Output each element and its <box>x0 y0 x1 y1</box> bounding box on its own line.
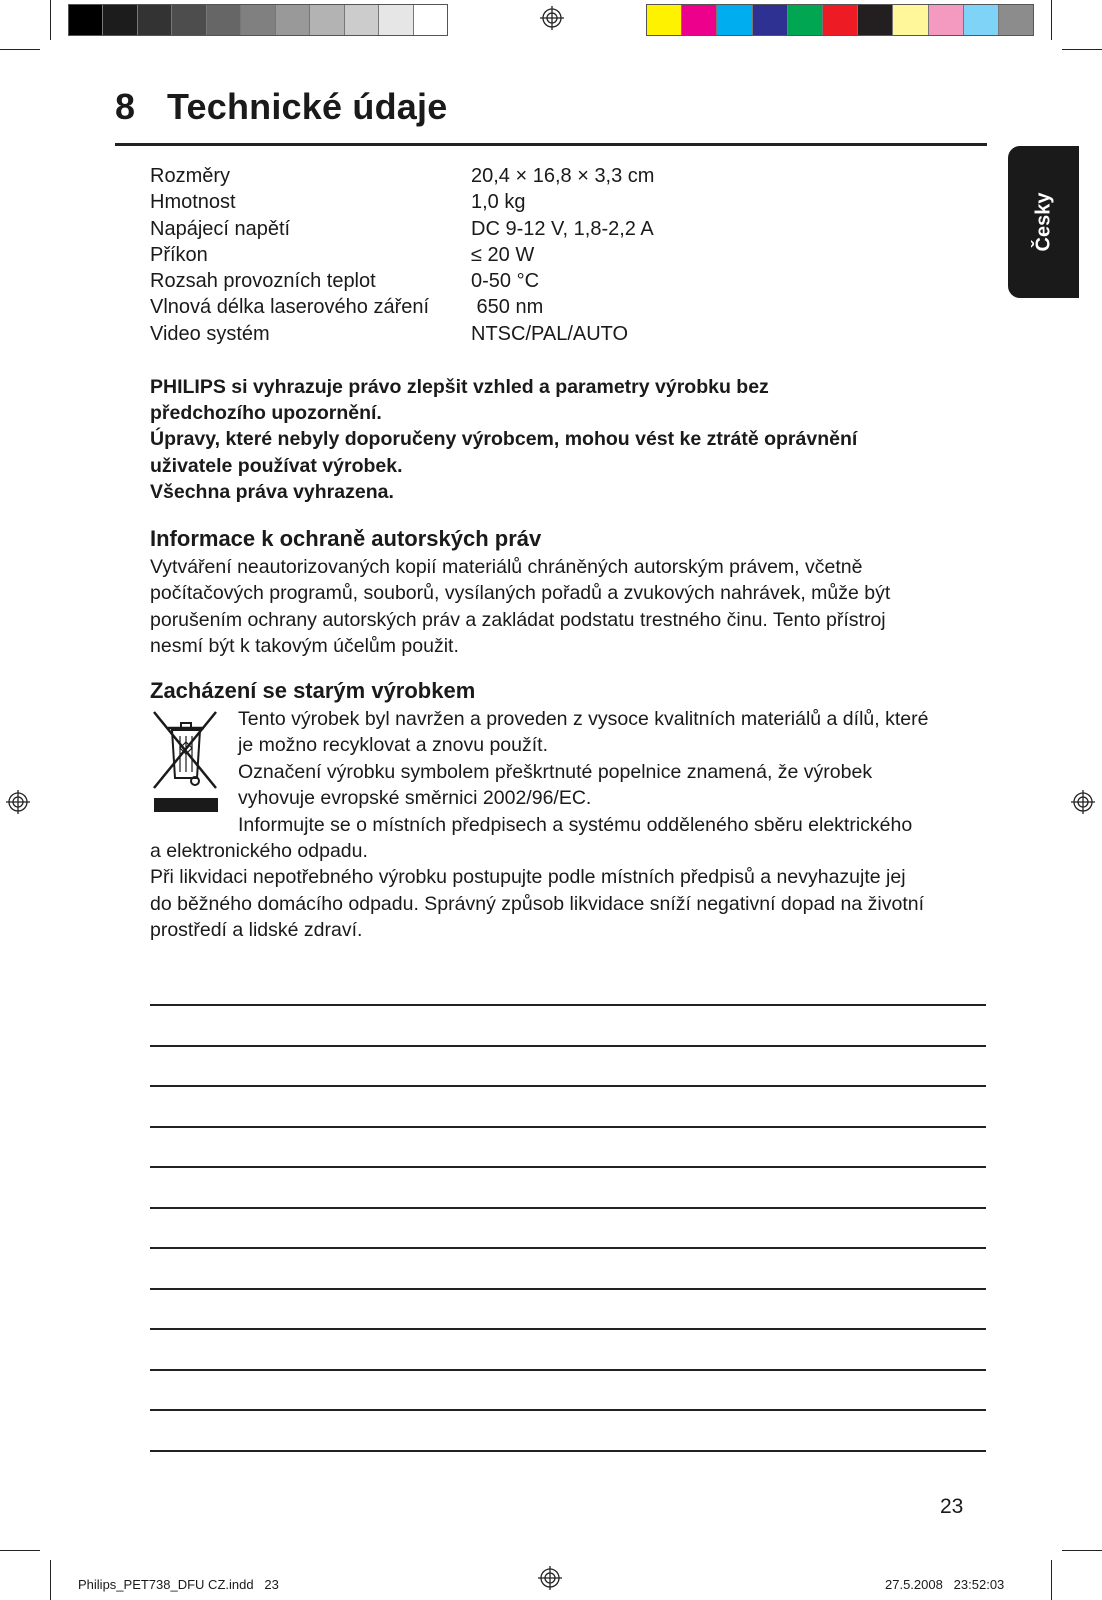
spec-value: 1,0 kg <box>471 191 526 214</box>
blue-swatch <box>753 5 788 35</box>
crop-mark <box>1051 0 1052 40</box>
spec-label: Video systém <box>150 322 270 345</box>
yellow-swatch <box>647 5 682 35</box>
language-tab-label: Česky <box>1032 192 1054 252</box>
gray-swatch <box>103 5 137 35</box>
gray-swatch <box>999 5 1033 35</box>
gray-swatch <box>276 5 310 35</box>
crop-mark <box>1062 1550 1102 1551</box>
registration-mark-icon <box>540 6 564 30</box>
spec-row <box>150 189 654 215</box>
note-line <box>150 1328 986 1330</box>
spec-value: 0-50 °C <box>471 270 540 293</box>
spec-label: Rozměry <box>150 165 231 187</box>
crop-mark <box>0 49 40 50</box>
note-line <box>150 1045 986 1047</box>
note-line <box>150 1085 986 1087</box>
language-tab <box>1008 146 1079 298</box>
spec-value: 20,4 × 16,8 × 3,3 cm <box>471 165 655 187</box>
gray-swatch <box>379 5 413 35</box>
crop-mark <box>1062 49 1102 50</box>
spec-label: Příkon <box>150 243 208 266</box>
note-line <box>150 1004 986 1006</box>
disposal-line: vyhovuje evropské směrnici 2002/96/EC. <box>238 787 592 810</box>
note-line <box>150 1288 986 1290</box>
copyright-line: Vytváření neautorizovaných kopií materiálů chráněných autorským právem, včetně <box>150 556 863 578</box>
green-swatch <box>788 5 823 35</box>
cyan-swatch <box>717 5 752 35</box>
disposal-line: a elektronického odpadu. <box>150 840 368 863</box>
black-swatch <box>858 5 893 35</box>
spec-value: 650 nm <box>471 296 544 319</box>
disposal-heading: Zacházení se starým výrobkem <box>150 678 476 703</box>
registration-mark-icon <box>6 790 30 814</box>
spec-table <box>150 163 654 347</box>
disposal-text <box>150 706 980 944</box>
spec-label: Rozsah provozních teplot <box>150 270 376 293</box>
note-line <box>150 1369 986 1371</box>
copyright-text <box>150 554 980 660</box>
chapter-title: Technické údaje <box>167 86 448 127</box>
gray-swatch <box>241 5 275 35</box>
copyright-line: porušením ochrany autorských práv a zakládat podstatu trestného činu. Tento přístroj <box>150 608 886 631</box>
footer-filename: Philips_PET738_DFU CZ.indd 23 <box>78 1577 279 1592</box>
spec-row <box>150 242 654 268</box>
title-divider <box>115 143 987 146</box>
page-number: 23 <box>940 1495 964 1518</box>
grayscale-color-bar <box>68 4 448 36</box>
crop-mark <box>50 0 51 40</box>
notice-line: Úpravy, které nebyly doporučeny výrobcem, mohou vést ke ztrátě oprávnění <box>150 428 858 451</box>
spec-label: Vlnová délka laserového záření <box>150 296 430 319</box>
crop-mark <box>0 1550 40 1551</box>
registration-mark-icon <box>1071 790 1095 814</box>
copyright-line: počítačových programů, souborů, vysílaných pořadů a zvukových nahrávek, může být <box>150 582 891 605</box>
spec-label: Hmotnost <box>150 191 236 214</box>
page-title <box>115 86 447 128</box>
spec-value: DC 9-12 V, 1,8-2,2 A <box>471 217 654 240</box>
spec-label: Napájecí napětí <box>150 217 291 240</box>
disposal-line: je možno recyklovat a znovu použít. <box>238 734 548 757</box>
gray-swatch <box>172 5 206 35</box>
magenta-swatch <box>682 5 717 35</box>
gray-swatch <box>310 5 344 35</box>
spec-value: ≤ 20 W <box>471 243 535 266</box>
rights-notice <box>150 374 970 505</box>
spec-row <box>150 163 654 189</box>
notice-line: předchozího upozornění. <box>150 402 382 425</box>
gray-swatch <box>69 5 103 35</box>
chapter-number: 8 <box>115 86 136 127</box>
pink-swatch <box>929 5 964 35</box>
process-color-bar <box>646 4 1034 36</box>
disposal-line: Tento výrobek byl navržen a proveden z vysoce kvalitních materiálů a dílů, které <box>238 708 929 730</box>
crop-mark <box>1051 1560 1052 1600</box>
spec-row <box>150 268 654 294</box>
note-line <box>150 1247 986 1249</box>
disposal-line: Při likvidaci nepotřebného výrobku postupujte podle místních předpisů a nevyhazujte jej <box>150 866 906 889</box>
notice-line: PHILIPS si vyhrazuje právo zlepšit vzhled a parametry výrobku bez <box>150 376 769 398</box>
light-cyan-swatch <box>964 5 999 35</box>
disposal-line: Označení výrobku symbolem přeškrtnuté popelnice znamená, že výrobek <box>238 760 873 783</box>
disposal-line: do běžného domácího odpadu. Správný způsob likvidace sníží negativní dopad na životní <box>150 892 925 915</box>
note-line <box>150 1450 986 1452</box>
gray-swatch <box>207 5 241 35</box>
spec-row <box>150 216 654 242</box>
registration-mark-icon <box>538 1566 562 1590</box>
notice-line: uživatele používat výrobek. <box>150 454 403 477</box>
note-line <box>150 1126 986 1128</box>
spec-value: NTSC/PAL/AUTO <box>471 322 629 345</box>
crop-mark <box>50 1560 51 1600</box>
note-line <box>150 1409 986 1411</box>
note-line <box>150 1166 986 1168</box>
notice-line: Všechna práva vyhrazena. <box>150 480 394 503</box>
gray-swatch <box>138 5 172 35</box>
copyright-line: nesmí být k takovým účelům použit. <box>150 635 459 658</box>
disposal-line: prostředí a lidské zdraví. <box>150 919 363 942</box>
spec-row <box>150 321 654 347</box>
footer-date: 27.5.2008 23:52:03 <box>885 1577 1005 1592</box>
disposal-line: Informujte se o místních předpisech a systému odděleného sběru elektrického <box>238 813 913 836</box>
note-line <box>150 1207 986 1209</box>
copyright-heading: Informace k ochraně autorských práv <box>150 526 542 551</box>
gray-swatch <box>345 5 379 35</box>
red-swatch <box>823 5 858 35</box>
light-yellow-swatch <box>893 5 928 35</box>
spec-row <box>150 294 654 320</box>
gray-swatch <box>414 5 447 35</box>
